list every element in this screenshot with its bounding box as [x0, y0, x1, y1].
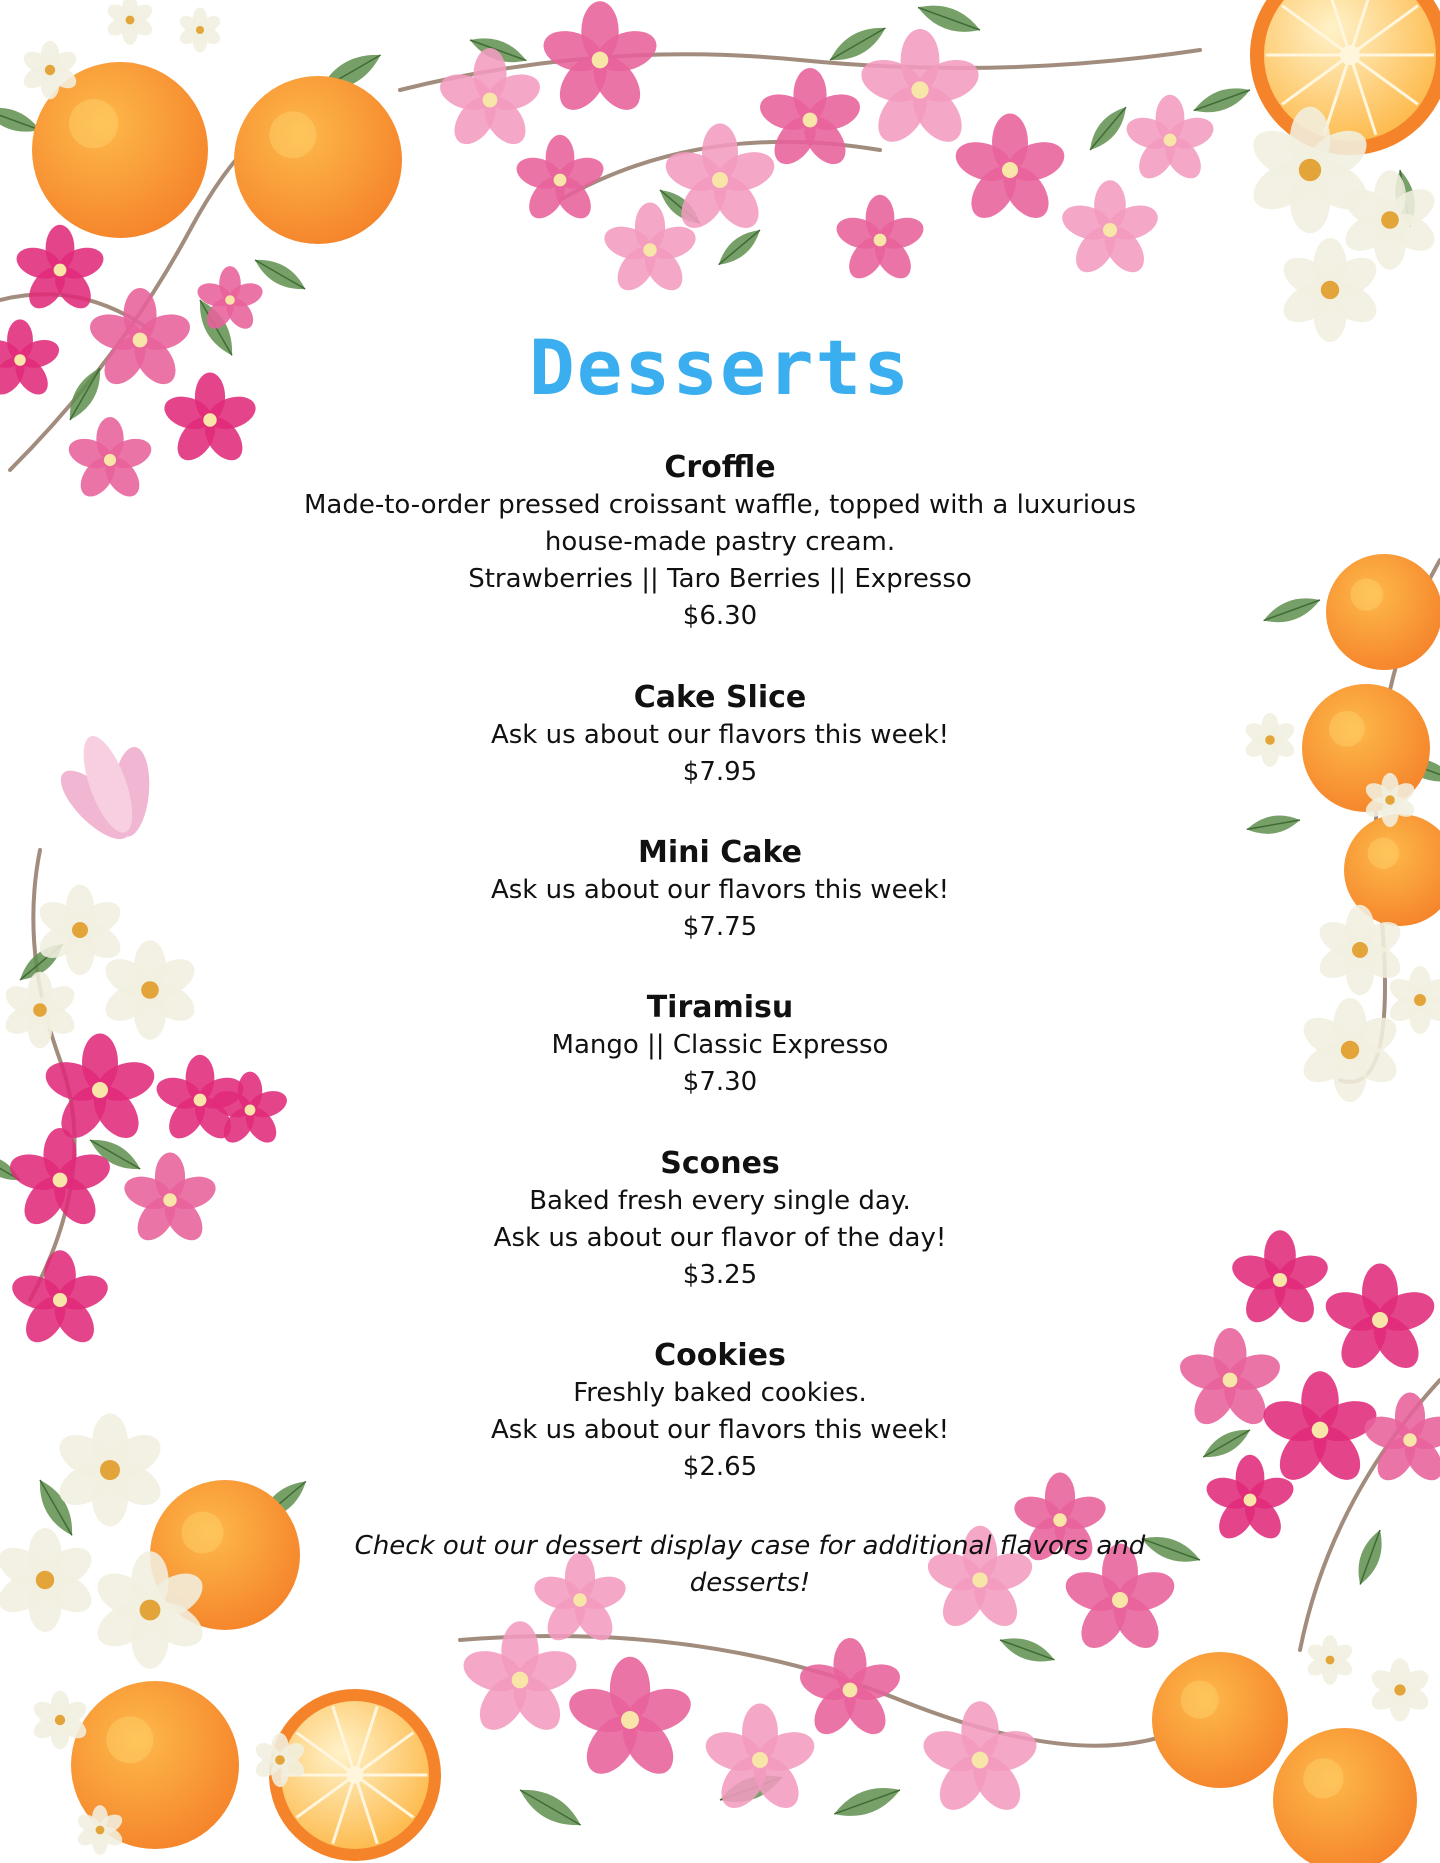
orange-fruit-icon — [1273, 1728, 1417, 1863]
menu-item-mini-cake — [0, 834, 1440, 946]
item-description — [0, 717, 1440, 754]
description-line: Ask us about our flavors this week! — [490, 720, 950, 750]
bougainvillea-flower-icon — [513, 135, 608, 225]
description-line: Made-to-order pressed croissant waffle, topped with a luxurious — [303, 490, 1137, 520]
display-case-note: Check out our dessert display case for additional flavors and desserts! — [354, 1531, 1146, 1598]
item-description — [0, 872, 1440, 909]
bougainvillea-flower-icon — [755, 68, 864, 172]
item-price: $6.30 — [682, 601, 758, 631]
item-price: $2.65 — [682, 1452, 758, 1482]
menu-item-cookies — [0, 1337, 1440, 1486]
item-name: Scones — [660, 1146, 780, 1181]
bougainvillea-flower-icon — [856, 29, 984, 151]
leaf-icon — [830, 1779, 903, 1824]
bougainvillea-flower-icon — [918, 1701, 1041, 1818]
leaf-icon — [713, 223, 765, 271]
leaf-icon — [514, 1780, 586, 1834]
orange-fruit-icon — [1152, 1652, 1288, 1788]
item-name: Cookies — [654, 1338, 786, 1373]
white-blossom-icon — [177, 7, 223, 52]
menu-item-scones — [0, 1145, 1440, 1294]
leaf-icon — [997, 1631, 1058, 1668]
menu-item-cake-slice — [0, 679, 1440, 791]
description-line: Baked fresh every single day. — [529, 1186, 911, 1216]
leaf-icon — [1351, 1527, 1388, 1588]
menu-item-croffle — [0, 449, 1440, 635]
menu-item-tiramisu — [0, 989, 1440, 1101]
bougainvillea-flower-icon — [564, 1657, 697, 1783]
white-blossom-icon — [105, 0, 156, 45]
bougainvillea-flower-icon — [1058, 180, 1162, 279]
white-blossom-icon — [0, 1528, 98, 1632]
item-description — [0, 1375, 1440, 1449]
white-blossom-icon — [1305, 1635, 1356, 1685]
item-description — [0, 487, 1440, 598]
item-price: $7.95 — [682, 757, 758, 787]
white-blossom-icon — [1277, 238, 1384, 342]
leaf-icon — [1083, 101, 1133, 155]
description-line: Ask us about our flavor of the day! — [493, 1223, 947, 1253]
menu-title: Desserts — [528, 323, 912, 412]
description-line: Freshly baked cookies. — [573, 1378, 867, 1408]
description-line: Ask us about our flavors this week! — [490, 875, 950, 905]
leaf-icon — [1190, 81, 1253, 120]
description-line: house-made pastry cream. — [544, 527, 896, 557]
item-price: $3.25 — [682, 1260, 758, 1290]
bougainvillea-flower-icon — [538, 1, 661, 118]
description-line: Ask us about our flavors this week! — [490, 1415, 950, 1445]
item-name: Mini Cake — [638, 835, 802, 870]
item-name: Cake Slice — [633, 680, 807, 715]
description-line: Mango || Classic Expresso — [551, 1030, 889, 1060]
item-price: $7.30 — [682, 1067, 758, 1097]
item-description — [0, 1183, 1440, 1257]
item-name: Tiramisu — [646, 990, 794, 1025]
item-price: $7.75 — [682, 912, 758, 942]
bougainvillea-flower-icon — [833, 195, 928, 285]
description-line: Strawberries || Taro Berries || Expresso — [468, 564, 972, 594]
item-description — [0, 1027, 1440, 1064]
white-blossom-icon — [1368, 1658, 1433, 1721]
orange-fruit-icon — [234, 76, 402, 244]
bougainvillea-flower-icon — [795, 1638, 904, 1742]
bougainvillea-flower-icon — [701, 1704, 820, 1817]
item-name: Croffle — [664, 450, 776, 485]
bougainvillea-flower-icon — [951, 114, 1070, 227]
